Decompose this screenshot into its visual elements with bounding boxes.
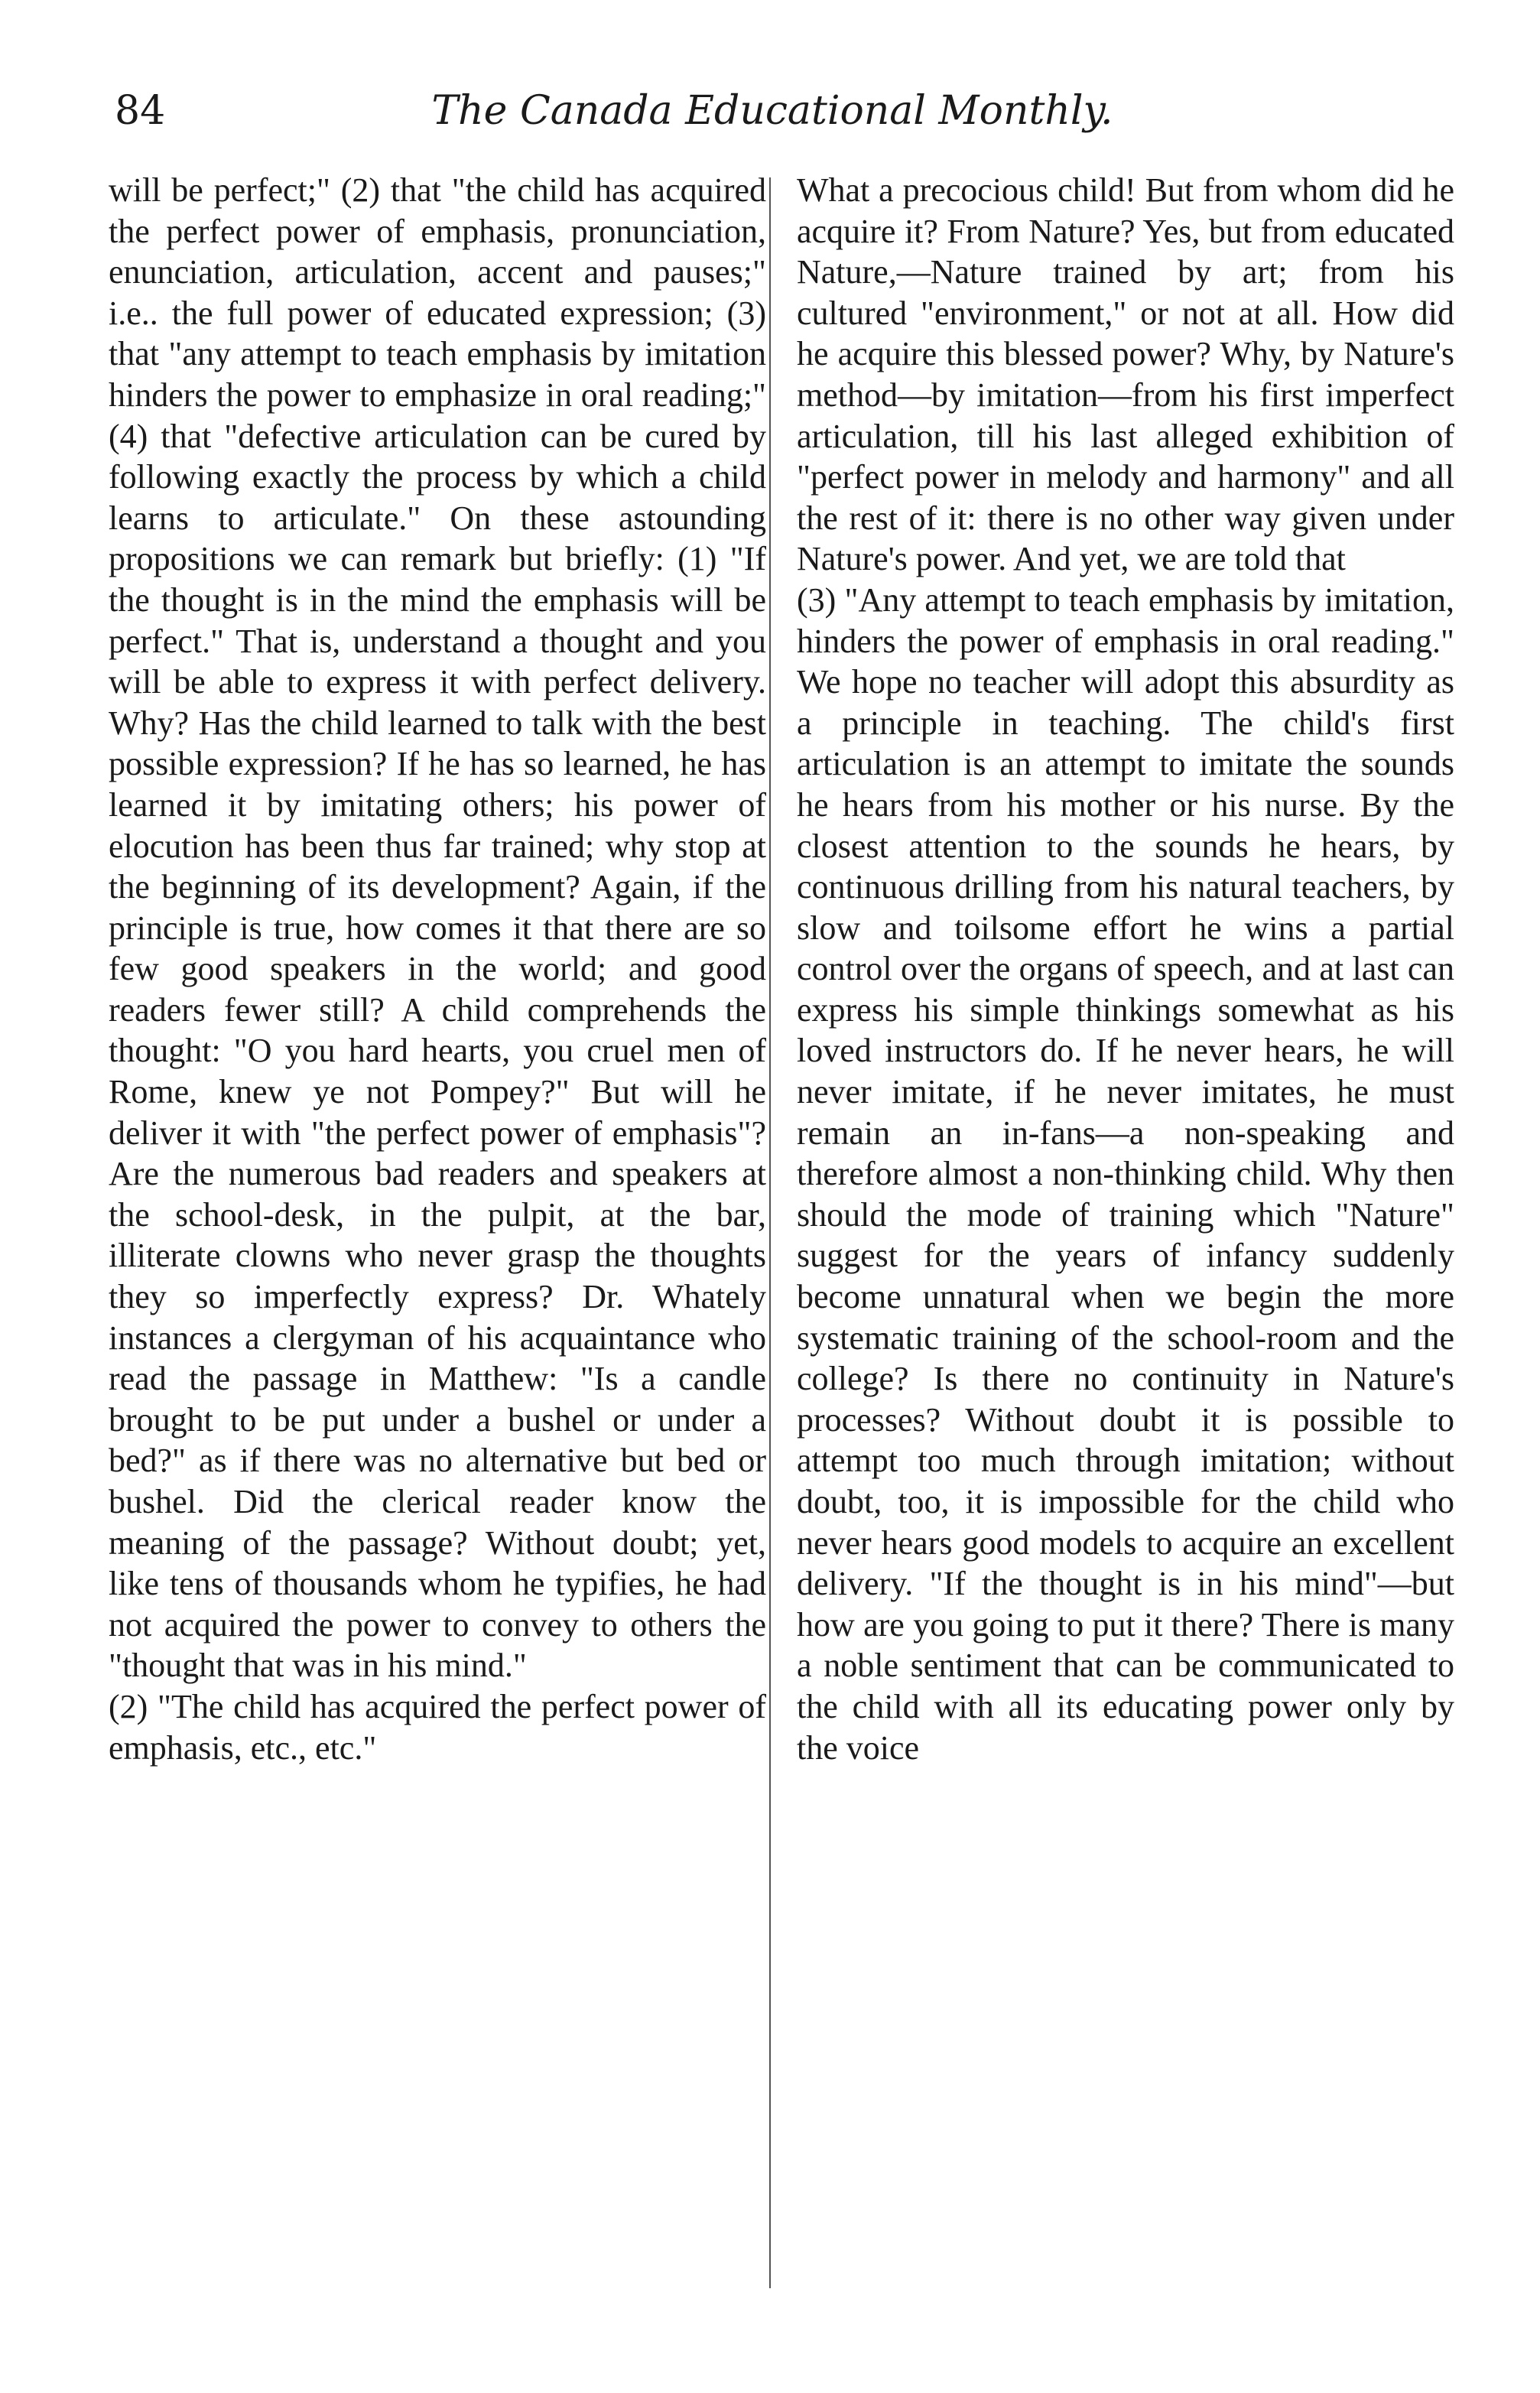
column-divider: [769, 177, 771, 2288]
page-header: [115, 76, 1430, 145]
left-paragraph-1: will be perfect;" (2) that "the child has acquired the perfect power of emphasis, pronunciation, enunciation, articulation, accent and pauses;" i.e.. the full power of educated expression; (3) that "any attempt to teach emphasis by imitation hinders the power to emphasize in oral reading;" (4) that "defective articulation can be cured by following exactly the process by which a child learns to articulate." On these astounding propositions we can remark but briefly: (1) "If the thought is in the mind the emphasis will be perfect." That is, understand a thought and you will be able to express it with perfect delivery. Why? Has the child learned to talk with the best possible expression? If he has so learned, he has learned it by imitating others; his power of elocution has been thus far trained; why stop at the beginning of its development? Again, if the principle is true, how comes it that there are so few good speakers in the world; and good readers fewer still? A child comprehends the thought: "O you hard hearts, you cruel men of Rome, knew ye not Pompey?" But will he deliver it with "the perfect power of emphasis"? Are the numerous bad readers and speakers at the school-desk, in the pulpit, at the bar, illiterate clowns who never grasp the thoughts they so imperfectly express? Dr. Whately instances a clergyman of his acquaintance who read the passage in Matthew: "Is a candle brought to be put under a bushel or under a bed?" as if there was no alternative but bed or bushel. Did the clerical reader know the meaning of the passage? Without doubt; yet, like tens of thousands whom he typifies, he had not acquired the power to convey to others the "thought that was in his mind.": [109, 171, 766, 1685]
left-paragraph-2: (2) "The child has acquired the perfect power of emphasis, etc., etc.": [109, 1687, 766, 1767]
running-title: The Canada Educational Monthly.: [431, 88, 1113, 134]
page-number: 84: [115, 88, 166, 134]
right-paragraph-1: What a precocious child! But from whom did he acquire it? From Nature? Yes, but from educated Nature,—Nature trained by art; from his cultured "environment," or not at all. How did he acquire this blessed power? Why, by Nature's method—by imitation—from his first imperfect articulation, till his last alleged exhibition of "perfect power in melody and harmony" and all the rest of it: there is no other way given under Nature's power. And yet, we are told that: [797, 171, 1454, 578]
right-paragraph-2: (3) "Any attempt to teach emphasis by imitation, hinders the power of emphasis in oral reading." We hope no teacher will adopt this absurdity as a principle in teaching. The child's first articulation is an attempt to imitate the sounds he hears from his mother or his nurse. By the closest attention to the sounds he hears, by continuous drilling from his natural teachers, by slow and toilsome effort he wins a partial control over the organs of speech, and at last can express his simple thinkings somewhat as his loved instructors do. If he never hears, he will never imitate, if he never imitates, he must remain an in-fans—a non-speaking and therefore almost a non-thinking child. Why then should the mode of training which "Nature" suggest for the years of infancy suddenly become unnatural when we begin the more systematic training of the school-room and the college? Is there no continuity in Nature's processes? Without doubt it is possible to attempt too much through imitation; without doubt, too, it is impossible for the child who never hears good models to acquire an excellent delivery. "If the thought is in his mind"—but how are you going to put it there? There is many a noble sentiment that can be communicated to the child with all its educating power only by the voice: [797, 580, 1454, 1767]
right-column: [797, 170, 1454, 1768]
left-column: [109, 170, 766, 1768]
